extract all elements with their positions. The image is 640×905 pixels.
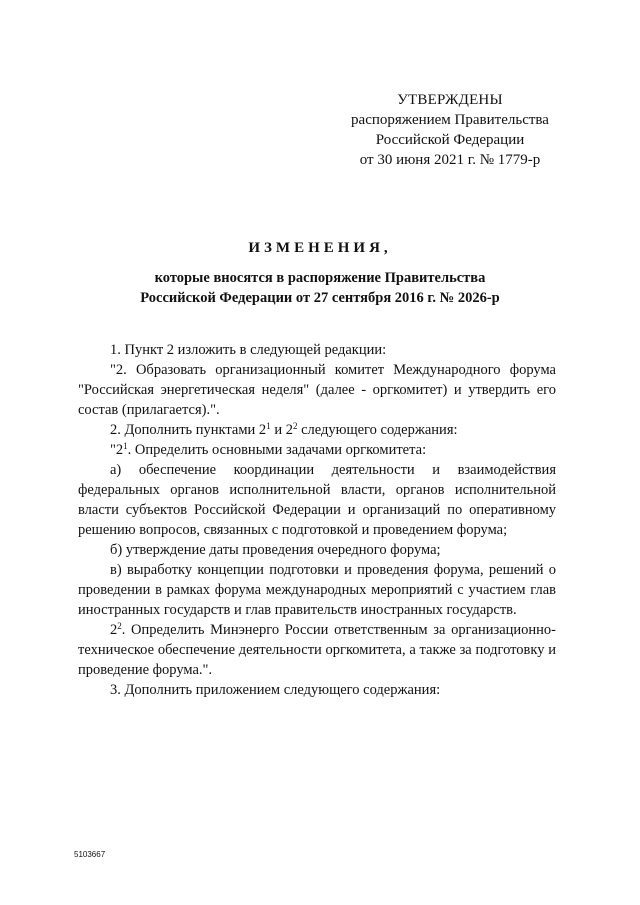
- paragraph-3: [78, 420, 556, 440]
- superscript: 2: [292, 421, 298, 431]
- approval-heading: УТВЕРЖДЕНЫ: [397, 92, 503, 108]
- paragraph-9: 3. Дополнить приложением следующего содержания:: [110, 682, 441, 698]
- paragraph-8-text-b: . Определить Минэнерго России ответственным за организационно-техническое обеспечение деятельности оргкомитета, а также за подготовку и проведение форума.".: [78, 622, 556, 678]
- paragraph-4-text-a: "2: [110, 442, 124, 458]
- paragraph-3-text-a: 2. Дополнить пунктами 2: [110, 422, 267, 438]
- subtitle-line-2: Российской Федерации от 27 сентября 2016 г. № 2026-р: [140, 290, 500, 306]
- approval-block: [330, 90, 570, 170]
- approval-line-1: распоряжением Правительства: [351, 112, 549, 128]
- paragraph-1: 1. Пункт 2 изложить в следующей редакции:: [110, 342, 387, 358]
- superscript: 1: [123, 441, 128, 451]
- document-title: ИЗМЕНЕНИЯ,: [248, 240, 392, 256]
- approval-line-2: Российской Федерации: [375, 132, 525, 148]
- superscript: 2: [117, 621, 122, 631]
- paragraph-4: [78, 440, 556, 460]
- subtitle-line-1: которые вносятся в распоряжение Правительства: [154, 270, 486, 286]
- document-subtitle: [0, 268, 640, 308]
- paragraph-3-text-c: следующего содержания:: [297, 422, 458, 438]
- paragraph-8: [78, 620, 556, 680]
- document-body: [78, 340, 556, 700]
- paragraph-6: б) утверждение даты проведения очередного форума;: [110, 542, 441, 558]
- paragraph-7: в) выработку концепции подготовки и проведения форума, решений о проведении в рамках форума международных мероприятий с участием глав иностранных государств и глав правительств иностранных государств.: [78, 562, 556, 618]
- paragraph-3-text-b: и 2: [270, 422, 293, 438]
- paragraph-2: "2. Образовать организационный комитет Международного форума "Российская энергетическая неделя" (далее - оргкомитет) и утвердить его состав (прилагается).".: [78, 362, 556, 418]
- paragraph-8-text-a: 2: [110, 622, 118, 638]
- superscript: 1: [266, 421, 271, 431]
- document-code: 5103667: [74, 850, 106, 859]
- approval-line-3: от 30 июня 2021 г. № 1779-р: [359, 152, 541, 168]
- paragraph-4-text-b: . Определить основными задачами оргкомитета:: [127, 442, 427, 458]
- paragraph-5: а) обеспечение координации деятельности и взаимодействия федеральных органов исполнительной власти, органов исполнительной власти субъектов Российской Федерации и организаций по оперативному решению вопросов, связанных с подготовкой и проведением форума;: [78, 462, 556, 538]
